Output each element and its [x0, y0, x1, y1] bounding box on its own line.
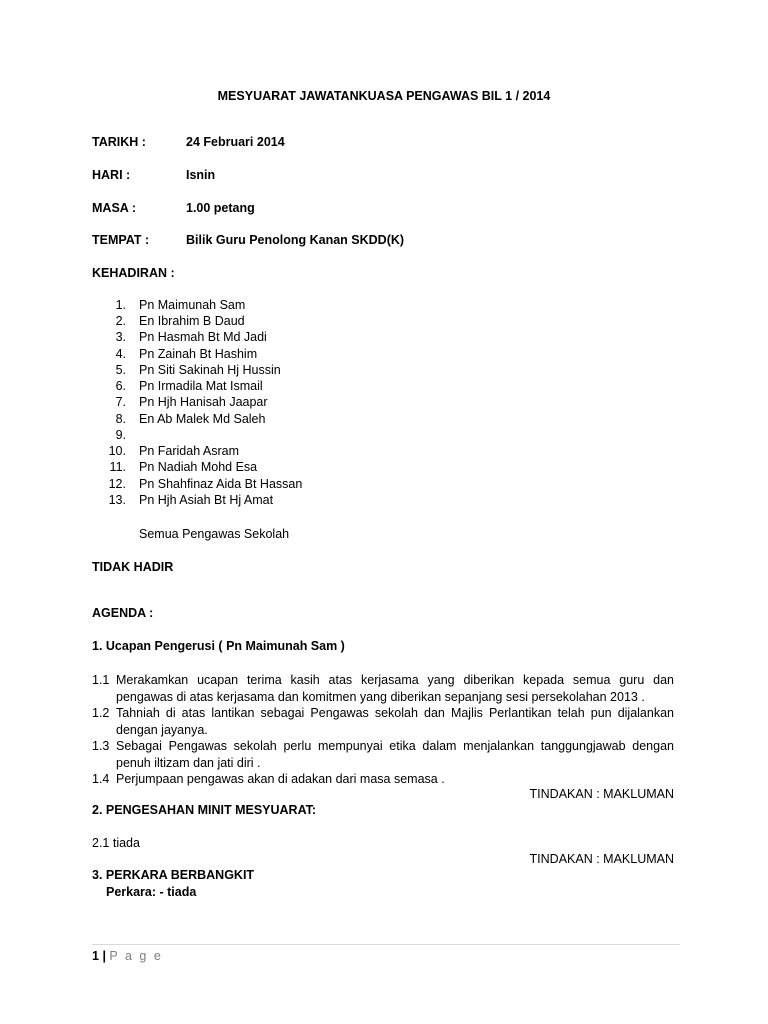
agenda-item-1-3 [92, 738, 674, 771]
attendee-number: 5. [115, 363, 126, 377]
hari-label: HARI : [92, 168, 131, 182]
attendee-number: 2. [115, 314, 126, 328]
attendee-number: 4. [115, 347, 126, 361]
attendee-name: Pn Nadiah Mohd Esa [139, 460, 258, 474]
tarikh-label: TARIKH : [92, 135, 146, 149]
tempat-label: TEMPAT : [92, 233, 150, 247]
item-text: Sebagai Pengawas sekolah perlu mempunyai etika dalam menjalankan tanggungjawab dengan [116, 739, 674, 753]
attendee-name: Pn Siti Sakinah Hj Hussin [139, 363, 281, 377]
page-separator: | [102, 949, 106, 963]
agenda-item-1-1 [92, 672, 674, 705]
masa-label: MASA : [92, 201, 136, 215]
attendee-name: Pn Shahfinaz Aida Bt Hassan [139, 477, 303, 491]
attendee-number: 11. [109, 460, 126, 474]
item-text: Tahniah di atas lantikan sebagai Pengawas sekolah dan Majlis Perlantikan telah pun dijalankan [116, 706, 674, 720]
attendee-number: 12. [108, 477, 126, 491]
attendee-name: Pn Irmadila Mat Ismail [139, 379, 263, 393]
tidak-hadir-label: TIDAK HADIR [92, 560, 174, 574]
agenda-label: AGENDA : [92, 606, 154, 620]
attendee-number: 9. [115, 428, 126, 442]
footer-divider [92, 944, 680, 945]
section-1-heading: 1. Ucapan Pengerusi ( Pn Maimunah Sam ) [92, 639, 345, 653]
attendee-name: En Ab Malek Md Saleh [139, 412, 266, 426]
attendee-number: 7. [115, 395, 126, 409]
attendee-name: Pn Zainah Bt Hashim [139, 347, 258, 361]
attendee-number: 10. [108, 444, 126, 458]
page-number: 1 [92, 949, 99, 963]
item-text: dengan jayanya. [116, 722, 208, 737]
attendee-name: Pn Faridah Asram [139, 444, 240, 458]
item-number: 1.4 [92, 772, 110, 786]
item-text: pengawas di atas kerjasama dan komitmen yang diberikan sepanjang sesi persekolahan 2013 . [116, 689, 645, 704]
item-text: Merakamkan ucapan terima kasih atas kerjasama yang diberikan kepada semua guru dan [116, 673, 674, 687]
attendee-name: Pn Hasmah Bt Md Jadi [139, 330, 267, 344]
attendee-name: En Ibrahim B Daud [139, 314, 245, 328]
semua-pengawas-text: Semua Pengawas Sekolah [139, 527, 290, 541]
section-2-item: 2.1 tiada [92, 836, 140, 850]
section-2-heading: 2. PENGESAHAN MINIT MESYUARAT: [92, 803, 317, 817]
kehadiran-label: KEHADIRAN : [92, 266, 175, 280]
item-text: Perjumpaan pengawas akan di adakan dari masa semasa . [116, 772, 445, 786]
agenda-item-1-4 [92, 771, 674, 788]
agenda-item-1-2 [92, 705, 674, 738]
attendee-number: 8. [115, 412, 126, 426]
page-footer [92, 949, 163, 963]
item-number: 1.1 [92, 673, 110, 687]
section-1-action: TINDAKAN : MAKLUMAN [529, 787, 674, 801]
section-3-heading: 3. PERKARA BERBANGKIT [92, 868, 255, 882]
page-label: P a g e [109, 949, 163, 963]
hari-value: Isnin [186, 168, 216, 182]
item-number: 1.2 [92, 706, 110, 720]
attendee-name: Pn Hjh Asiah Bt Hj Amat [139, 493, 274, 507]
item-text: penuh iltizam dan jati diri . [116, 755, 261, 770]
section-3-item: Perkara: - tiada [106, 885, 197, 899]
attendee-name: Pn Maimunah Sam [139, 298, 246, 312]
attendee-name: Pn Hjh Hanisah Jaapar [139, 395, 268, 409]
tempat-value: Bilik Guru Penolong Kanan SKDD(K) [186, 233, 405, 247]
section-2-action: TINDAKAN : MAKLUMAN [529, 852, 674, 866]
attendee-number: 13. [108, 493, 126, 507]
item-number: 1.3 [92, 739, 110, 753]
masa-value: 1.00 petang [186, 201, 255, 215]
tarikh-value: 24 Februari 2014 [186, 135, 285, 149]
attendee-number: 6. [115, 379, 126, 393]
attendee-number: 3. [115, 330, 126, 344]
attendee-number: 1. [115, 298, 126, 312]
document-title: MESYUARAT JAWATANKUASA PENGAWAS BIL 1 / 2014 [217, 89, 551, 103]
